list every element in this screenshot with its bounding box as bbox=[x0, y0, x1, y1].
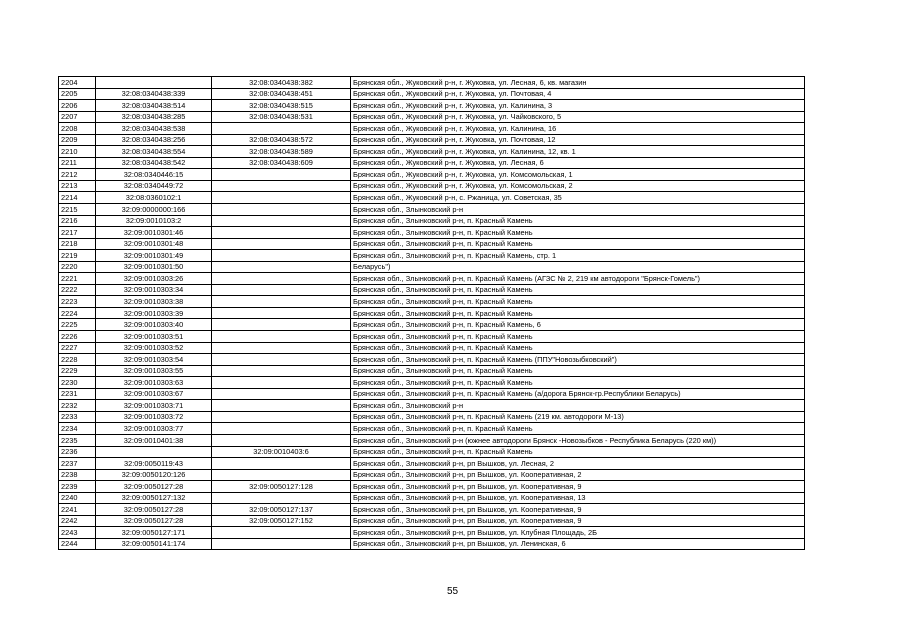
parent-cadastral-number-cell: 32:09:0050120:126 bbox=[96, 469, 212, 481]
cadastral-number-cell: 32:08:0340438:609 bbox=[212, 157, 351, 169]
address-cell: Брянская обл., Жуковский р-н, г. Жуковка, ул. Лесная, 6, кв. магазин bbox=[351, 77, 805, 89]
table-row bbox=[59, 192, 805, 204]
parent-cadastral-number-cell: 32:09:0050127:171 bbox=[96, 527, 212, 539]
address-cell: Брянская обл., Злынковский р-н, п. Красный Камень bbox=[351, 377, 805, 389]
address-cell: Брянская обл., Жуковский р-н, г. Жуковка, ул. Калинина, 12, кв. 1 bbox=[351, 146, 805, 158]
cadastral-number-cell bbox=[212, 238, 351, 250]
row-number-cell: 2210 bbox=[59, 146, 96, 158]
table-row bbox=[59, 515, 805, 527]
row-number-cell: 2238 bbox=[59, 469, 96, 481]
cadastral-table bbox=[58, 76, 805, 550]
table-row bbox=[59, 250, 805, 262]
table-row bbox=[59, 284, 805, 296]
parent-cadastral-number-cell: 32:09:0000000:166 bbox=[96, 204, 212, 216]
page-number: 55 bbox=[446, 586, 459, 597]
row-number-cell: 2209 bbox=[59, 134, 96, 146]
cadastral-number-cell: 32:08:0340438:572 bbox=[212, 134, 351, 146]
address-cell: Брянская обл., Жуковский р-н, г. Жуковка, ул. Чайковского, 5 bbox=[351, 111, 805, 123]
cadastral-number-cell bbox=[212, 123, 351, 135]
parent-cadastral-number-cell: 32:08:0340446:15 bbox=[96, 169, 212, 181]
cadastral-number-cell: 32:09:0050127:128 bbox=[212, 481, 351, 493]
cadastral-number-cell bbox=[212, 169, 351, 181]
parent-cadastral-number-cell: 32:09:0050127:28 bbox=[96, 515, 212, 527]
table-row bbox=[59, 169, 805, 181]
table-row bbox=[59, 458, 805, 470]
cadastral-number-cell bbox=[212, 469, 351, 481]
row-number-cell: 2243 bbox=[59, 527, 96, 539]
table-row bbox=[59, 111, 805, 123]
table-row bbox=[59, 227, 805, 239]
row-number-cell: 2213 bbox=[59, 180, 96, 192]
cadastral-number-cell bbox=[212, 423, 351, 435]
address-cell: Брянская обл., Жуковский р-н, г. Жуковка, ул. Калинина, 3 bbox=[351, 100, 805, 112]
row-number-cell: 2211 bbox=[59, 157, 96, 169]
address-cell: Брянская обл., Злынковский р-н, п. Красный Камень bbox=[351, 307, 805, 319]
parent-cadastral-number-cell: 32:09:0010303:51 bbox=[96, 331, 212, 343]
parent-cadastral-number-cell: 32:09:0050141:174 bbox=[96, 538, 212, 550]
address-cell: Брянская обл., Злынковский р-н, п. Красный Камень (АГЗС № 2, 219 км автодороги "Брянск-Гомель") bbox=[351, 273, 805, 285]
table-row bbox=[59, 504, 805, 516]
cadastral-number-cell bbox=[212, 307, 351, 319]
parent-cadastral-number-cell: 32:08:0360102:1 bbox=[96, 192, 212, 204]
cadastral-number-cell: 32:08:0340438:531 bbox=[212, 111, 351, 123]
row-number-cell: 2228 bbox=[59, 354, 96, 366]
row-number-cell: 2226 bbox=[59, 331, 96, 343]
address-cell: Брянская обл., Злынковский р-н, п. Красный Камень (ППУ"Новозыбковский") bbox=[351, 354, 805, 366]
table-row bbox=[59, 88, 805, 100]
address-cell: Брянская обл., Злынковский р-н, п. Красный Камень bbox=[351, 227, 805, 239]
row-number-cell: 2212 bbox=[59, 169, 96, 181]
parent-cadastral-number-cell: 32:08:0340438:339 bbox=[96, 88, 212, 100]
address-cell: Брянская обл., Злынковский р-н, рп Вышков, ул. Лесная, 2 bbox=[351, 458, 805, 470]
address-cell: Брянская обл., Злынковский р-н bbox=[351, 400, 805, 412]
parent-cadastral-number-cell: 32:09:0010303:54 bbox=[96, 354, 212, 366]
row-number-cell: 2214 bbox=[59, 192, 96, 204]
table-row bbox=[59, 238, 805, 250]
parent-cadastral-number-cell: 32:09:0010303:39 bbox=[96, 307, 212, 319]
address-cell: Брянская обл., Злынковский р-н, рп Вышков, ул. Кооперативная, 9 bbox=[351, 515, 805, 527]
table-row bbox=[59, 204, 805, 216]
parent-cadastral-number-cell: 32:08:0340438:514 bbox=[96, 100, 212, 112]
row-number-cell: 2237 bbox=[59, 458, 96, 470]
row-number-cell: 2204 bbox=[59, 77, 96, 89]
parent-cadastral-number-cell: 32:09:0010301:46 bbox=[96, 227, 212, 239]
cadastral-number-cell bbox=[212, 354, 351, 366]
table-row bbox=[59, 377, 805, 389]
parent-cadastral-number-cell: 32:09:0010303:34 bbox=[96, 284, 212, 296]
table-row bbox=[59, 469, 805, 481]
row-number-cell: 2235 bbox=[59, 434, 96, 446]
cadastral-number-cell bbox=[212, 180, 351, 192]
parent-cadastral-number-cell: 32:08:0340449:72 bbox=[96, 180, 212, 192]
row-number-cell: 2208 bbox=[59, 123, 96, 135]
row-number-cell: 2230 bbox=[59, 377, 96, 389]
cadastral-number-cell bbox=[212, 527, 351, 539]
parent-cadastral-number-cell: 32:09:0050119:43 bbox=[96, 458, 212, 470]
cadastral-number-cell bbox=[212, 284, 351, 296]
address-cell: Брянская обл., Злынковский р-н, рп Вышков, ул. Кооперативная, 2 bbox=[351, 469, 805, 481]
cadastral-number-cell: 32:08:0340438:589 bbox=[212, 146, 351, 158]
parent-cadastral-number-cell: 32:09:0010303:67 bbox=[96, 388, 212, 400]
cadastral-number-cell bbox=[212, 411, 351, 423]
cadastral-number-cell bbox=[212, 458, 351, 470]
row-number-cell: 2233 bbox=[59, 411, 96, 423]
cadastral-number-cell bbox=[212, 296, 351, 308]
cadastral-number-cell bbox=[212, 538, 351, 550]
address-cell: Брянская обл., Злынковский р-н, п. Красный Камень bbox=[351, 215, 805, 227]
parent-cadastral-number-cell: 32:08:0340438:542 bbox=[96, 157, 212, 169]
row-number-cell: 2239 bbox=[59, 481, 96, 493]
row-number-cell: 2242 bbox=[59, 515, 96, 527]
parent-cadastral-number-cell: 32:08:0340438:256 bbox=[96, 134, 212, 146]
row-number-cell: 2215 bbox=[59, 204, 96, 216]
table-row bbox=[59, 296, 805, 308]
cadastral-number-cell: 32:09:0010403:6 bbox=[212, 446, 351, 458]
parent-cadastral-number-cell: 32:09:0010103:2 bbox=[96, 215, 212, 227]
table-row bbox=[59, 354, 805, 366]
table-row bbox=[59, 342, 805, 354]
table-row bbox=[59, 157, 805, 169]
parent-cadastral-number-cell: 32:09:0050127:132 bbox=[96, 492, 212, 504]
parent-cadastral-number-cell: 32:08:0340438:554 bbox=[96, 146, 212, 158]
row-number-cell: 2205 bbox=[59, 88, 96, 100]
parent-cadastral-number-cell bbox=[96, 446, 212, 458]
cadastral-number-cell bbox=[212, 342, 351, 354]
address-cell: Брянская обл., Злынковский р-н, п. Красный Камень, 6 bbox=[351, 319, 805, 331]
table-row bbox=[59, 331, 805, 343]
parent-cadastral-number-cell: 32:09:0010303:55 bbox=[96, 365, 212, 377]
row-number-cell: 2241 bbox=[59, 504, 96, 516]
row-number-cell: 2244 bbox=[59, 538, 96, 550]
table-row bbox=[59, 134, 805, 146]
address-cell: Брянская обл., Жуковский р-н, г. Жуковка, ул. Почтовая, 12 bbox=[351, 134, 805, 146]
address-cell: Брянская обл., Злынковский р-н, п. Красный Камень bbox=[351, 296, 805, 308]
row-number-cell: 2218 bbox=[59, 238, 96, 250]
address-cell: Брянская обл., Жуковский р-н, с. Ржаница, ул. Советская, 35 bbox=[351, 192, 805, 204]
row-number-cell: 2240 bbox=[59, 492, 96, 504]
table-body bbox=[59, 77, 805, 550]
cadastral-number-cell bbox=[212, 273, 351, 285]
parent-cadastral-number-cell: 32:09:0010303:77 bbox=[96, 423, 212, 435]
cadastral-number-cell bbox=[212, 215, 351, 227]
table-row bbox=[59, 123, 805, 135]
row-number-cell: 2216 bbox=[59, 215, 96, 227]
table-row bbox=[59, 411, 805, 423]
address-cell: Брянская обл., Злынковский р-н, п. Красный Камень (а/дорога Брянск-гр.Республики Беларусь) bbox=[351, 388, 805, 400]
table-row bbox=[59, 261, 805, 273]
address-cell: Брянская обл., Злынковский р-н, п. Красный Камень bbox=[351, 365, 805, 377]
table-row bbox=[59, 77, 805, 89]
address-cell: Брянская обл., Злынковский р-н, п. Красный Камень bbox=[351, 342, 805, 354]
cadastral-number-cell bbox=[212, 192, 351, 204]
row-number-cell: 2227 bbox=[59, 342, 96, 354]
cadastral-number-cell bbox=[212, 434, 351, 446]
cadastral-number-cell bbox=[212, 261, 351, 273]
table-row bbox=[59, 365, 805, 377]
table-row bbox=[59, 538, 805, 550]
parent-cadastral-number-cell: 32:09:0010303:63 bbox=[96, 377, 212, 389]
table-row bbox=[59, 423, 805, 435]
table-row bbox=[59, 434, 805, 446]
cadastral-number-cell: 32:08:0340438:515 bbox=[212, 100, 351, 112]
parent-cadastral-number-cell: 32:09:0010303:72 bbox=[96, 411, 212, 423]
parent-cadastral-number-cell: 32:09:0050127:28 bbox=[96, 504, 212, 516]
address-cell: Брянская обл., Жуковский р-н, г. Жуковка, ул. Комсомольская, 2 bbox=[351, 180, 805, 192]
row-number-cell: 2207 bbox=[59, 111, 96, 123]
address-cell: Брянская обл., Злынковский р-н, п. Красный Камень bbox=[351, 284, 805, 296]
row-number-cell: 2224 bbox=[59, 307, 96, 319]
parent-cadastral-number-cell: 32:09:0010303:40 bbox=[96, 319, 212, 331]
address-cell: Брянская обл., Жуковский р-н, г. Жуковка, ул. Лесная, 6 bbox=[351, 157, 805, 169]
address-cell: Брянская обл., Злынковский р-н, рп Вышков, ул. Кооперативная, 9 bbox=[351, 481, 805, 493]
address-cell: Брянская обл., Злынковский р-н bbox=[351, 204, 805, 216]
address-cell: Брянская обл., Злынковский р-н, рп Вышков, ул. Кооперативная, 9 bbox=[351, 504, 805, 516]
cadastral-number-cell bbox=[212, 388, 351, 400]
table-row bbox=[59, 527, 805, 539]
row-number-cell: 2221 bbox=[59, 273, 96, 285]
address-cell: Брянская обл., Злынковский р-н, п. Красный Камень bbox=[351, 238, 805, 250]
table-row bbox=[59, 319, 805, 331]
address-cell: Брянская обл., Злынковский р-н, рп Вышков, ул. Клубная Площадь, 2Б bbox=[351, 527, 805, 539]
cadastral-number-cell bbox=[212, 331, 351, 343]
cadastral-number-cell bbox=[212, 492, 351, 504]
address-cell: Брянская обл., Злынковский р-н, п. Красный Камень bbox=[351, 423, 805, 435]
address-cell: Брянская обл., Злынковский р-н, рп Вышков, ул. Кооперативная, 13 bbox=[351, 492, 805, 504]
row-number-cell: 2206 bbox=[59, 100, 96, 112]
parent-cadastral-number-cell: 32:09:0010303:26 bbox=[96, 273, 212, 285]
address-cell: Брянская обл., Злынковский р-н, рп Вышков, ул. Ленинская, 6 bbox=[351, 538, 805, 550]
parent-cadastral-number-cell: 32:09:0010301:48 bbox=[96, 238, 212, 250]
cadastral-number-cell bbox=[212, 365, 351, 377]
cadastral-number-cell bbox=[212, 319, 351, 331]
row-number-cell: 2234 bbox=[59, 423, 96, 435]
row-number-cell: 2229 bbox=[59, 365, 96, 377]
address-cell: Беларусь") bbox=[351, 261, 805, 273]
parent-cadastral-number-cell: 32:09:0010301:50 bbox=[96, 261, 212, 273]
row-number-cell: 2219 bbox=[59, 250, 96, 262]
cadastral-number-cell bbox=[212, 227, 351, 239]
cadastral-number-cell bbox=[212, 204, 351, 216]
parent-cadastral-number-cell: 32:09:0010303:38 bbox=[96, 296, 212, 308]
cadastral-number-cell: 32:09:0050127:152 bbox=[212, 515, 351, 527]
address-cell: Брянская обл., Злынковский р-н, п. Красный Камень bbox=[351, 446, 805, 458]
address-cell: Брянская обл., Жуковский р-н, г. Жуковка, ул. Комсомольская, 1 bbox=[351, 169, 805, 181]
table-row bbox=[59, 307, 805, 319]
table-row bbox=[59, 100, 805, 112]
table-row bbox=[59, 146, 805, 158]
row-number-cell: 2222 bbox=[59, 284, 96, 296]
parent-cadastral-number-cell: 32:09:0010303:52 bbox=[96, 342, 212, 354]
address-cell: Брянская обл., Жуковский р-н, г. Жуковка, ул. Калинина, 16 bbox=[351, 123, 805, 135]
cadastral-number-cell: 32:08:0340438:451 bbox=[212, 88, 351, 100]
address-cell: Брянская обл., Злынковский р-н, п. Красный Камень (219 км. автодороги М-13) bbox=[351, 411, 805, 423]
parent-cadastral-number-cell: 32:08:0340438:285 bbox=[96, 111, 212, 123]
parent-cadastral-number-cell: 32:09:0010303:71 bbox=[96, 400, 212, 412]
parent-cadastral-number-cell bbox=[96, 77, 212, 89]
address-cell: Брянская обл., Злынковский р-н (южнее автодороги Брянск -Новозыбков - Республика Беларусь (220 км)) bbox=[351, 434, 805, 446]
table-row bbox=[59, 400, 805, 412]
row-number-cell: 2223 bbox=[59, 296, 96, 308]
cadastral-number-cell bbox=[212, 377, 351, 389]
table-row bbox=[59, 215, 805, 227]
address-cell: Брянская обл., Злынковский р-н, п. Красный Камень bbox=[351, 331, 805, 343]
cadastral-number-cell bbox=[212, 400, 351, 412]
row-number-cell: 2236 bbox=[59, 446, 96, 458]
parent-cadastral-number-cell: 32:09:0010401:38 bbox=[96, 434, 212, 446]
table-row bbox=[59, 388, 805, 400]
table-row bbox=[59, 446, 805, 458]
table-row bbox=[59, 492, 805, 504]
parent-cadastral-number-cell: 32:09:0010301:49 bbox=[96, 250, 212, 262]
address-cell: Брянская обл., Жуковский р-н, г. Жуковка, ул. Почтовая, 4 bbox=[351, 88, 805, 100]
cadastral-number-cell: 32:08:0340438:382 bbox=[212, 77, 351, 89]
parent-cadastral-number-cell: 32:09:0050127:28 bbox=[96, 481, 212, 493]
table-row bbox=[59, 273, 805, 285]
cadastral-number-cell bbox=[212, 250, 351, 262]
row-number-cell: 2231 bbox=[59, 388, 96, 400]
table-row bbox=[59, 481, 805, 493]
row-number-cell: 2225 bbox=[59, 319, 96, 331]
row-number-cell: 2232 bbox=[59, 400, 96, 412]
row-number-cell: 2217 bbox=[59, 227, 96, 239]
row-number-cell: 2220 bbox=[59, 261, 96, 273]
address-cell: Брянская обл., Злынковский р-н, п. Красный Камень, стр. 1 bbox=[351, 250, 805, 262]
cadastral-number-cell: 32:09:0050127:137 bbox=[212, 504, 351, 516]
table-row bbox=[59, 180, 805, 192]
parent-cadastral-number-cell: 32:08:0340438:538 bbox=[96, 123, 212, 135]
